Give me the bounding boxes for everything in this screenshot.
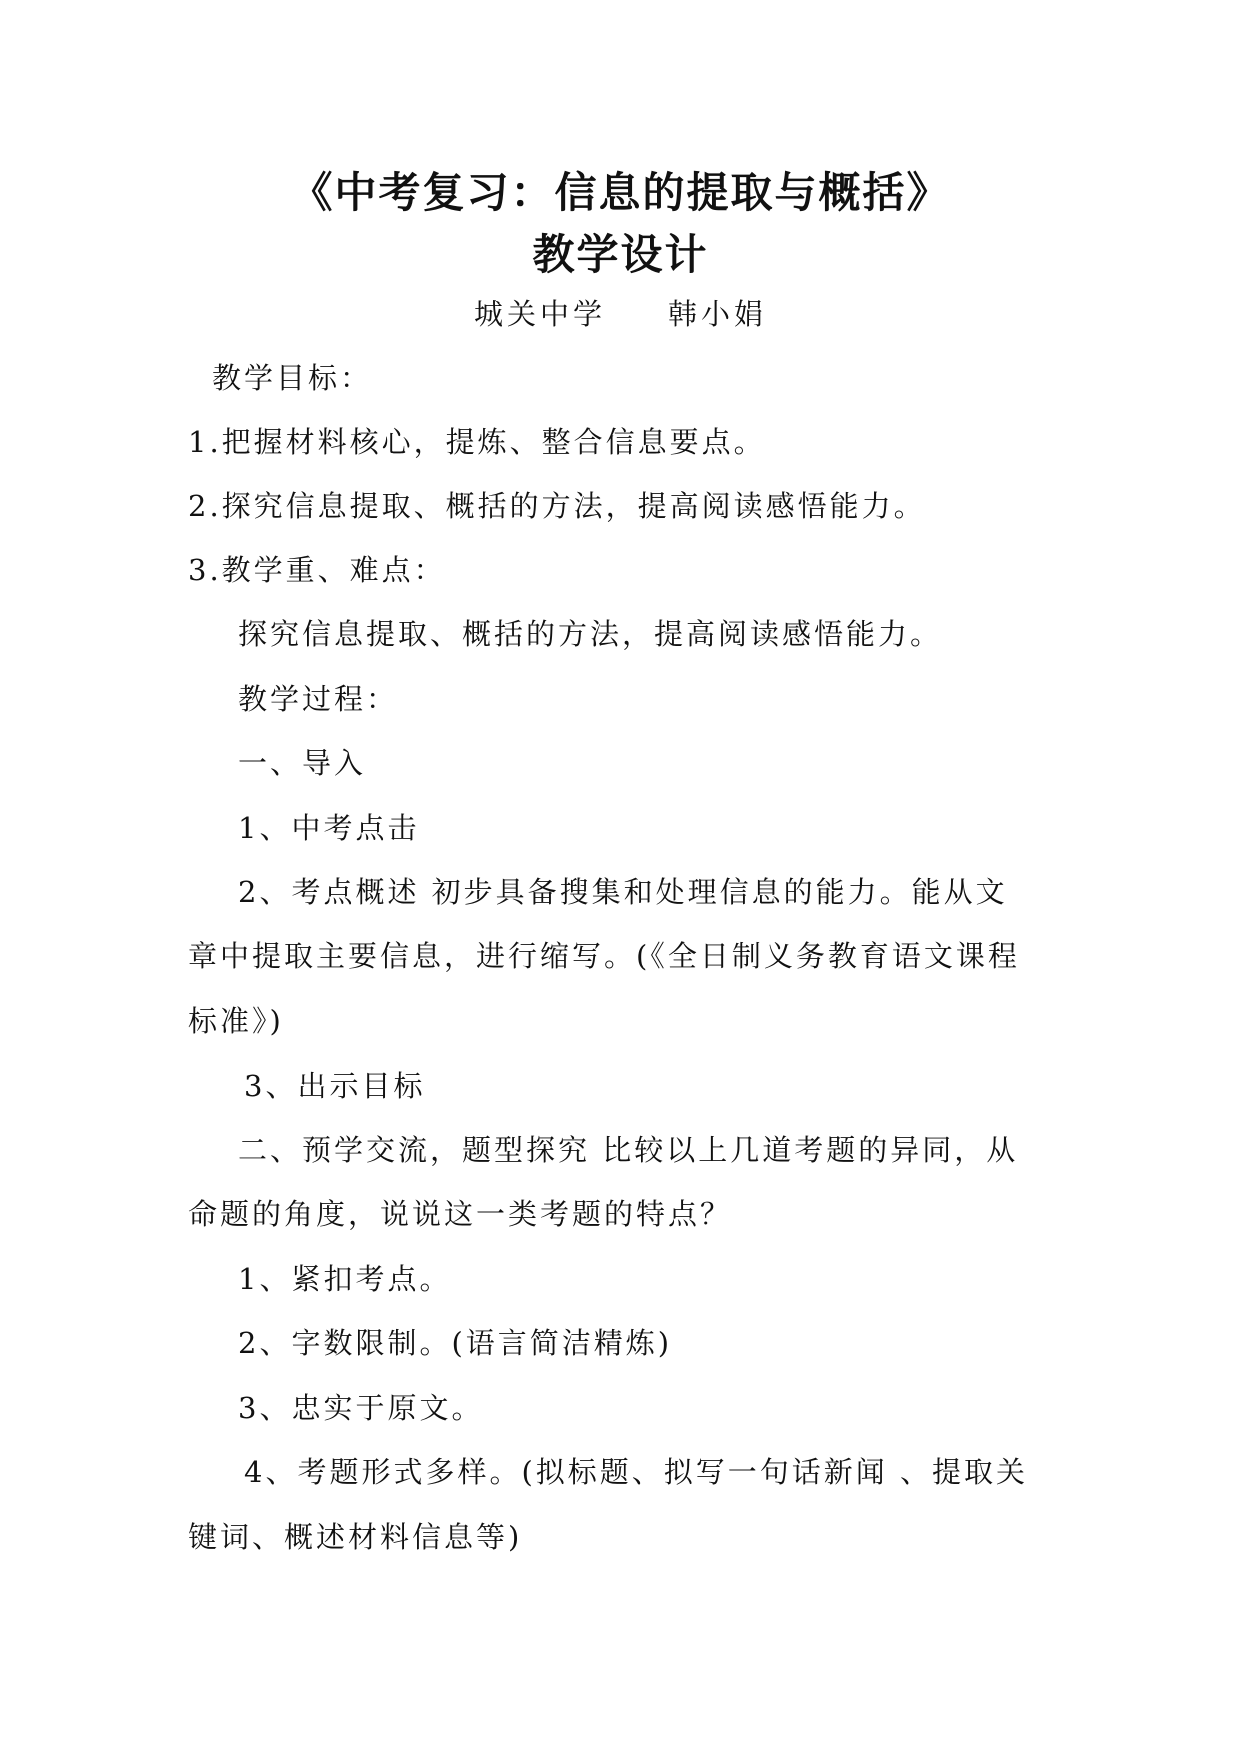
intro-item-2-cont: 章中提取主要信息，进行缩写。(《全日制义务教育语文课程 [188,939,1020,973]
author-line [0,292,1241,333]
feature-item-2: 2、字数限制。(语言简洁精炼) [238,1326,673,1360]
key-points-text: 探究信息提取、概括的方法，提高阅读感悟能力。 [238,617,943,651]
goal-item-1: 1.把握材料核心，提炼、整合信息要点。 [188,425,766,459]
section-heading-goals: 教学目标： [212,361,373,395]
document-subtitle: 教学设计 [532,230,709,279]
feature-item-4: 4、考题形式多样。(拟标题、拟写一句话新闻 、提取关 [244,1455,1028,1489]
goal-item-3: 3.教学重、难点： [188,553,446,587]
intro-item-1: 1、中考点击 [238,811,420,845]
author-name: 韩小娟 [668,297,768,331]
feature-item-4-cont: 键词、概述材料信息等) [188,1520,523,1554]
feature-item-1: 1、紧扣考点。 [238,1262,452,1296]
step-heading-intro: 一、导入 [238,746,367,780]
section-heading-process: 教学过程： [238,682,399,716]
step-heading-exchange: 二、预学交流，题型探究 比较以上几道考题的异同，从 [238,1133,1019,1167]
step-heading-exchange-cont: 命题的角度，说说这一类考题的特点？ [188,1197,733,1231]
intro-item-2: 2、考点概述 初步具备搜集和处理信息的能力。能从文 [238,875,1008,909]
intro-item-3: 3、出示目标 [244,1069,426,1103]
document-title: 《中考复习：信息的提取与概括》 [290,168,951,217]
goal-item-2: 2.探究信息提取、概括的方法，提高阅读感悟能力。 [188,489,926,523]
author-school: 城关中学 [473,297,606,331]
intro-item-2-end: 标准》) [188,1004,284,1038]
feature-item-3: 3、忠实于原文。 [238,1391,484,1425]
